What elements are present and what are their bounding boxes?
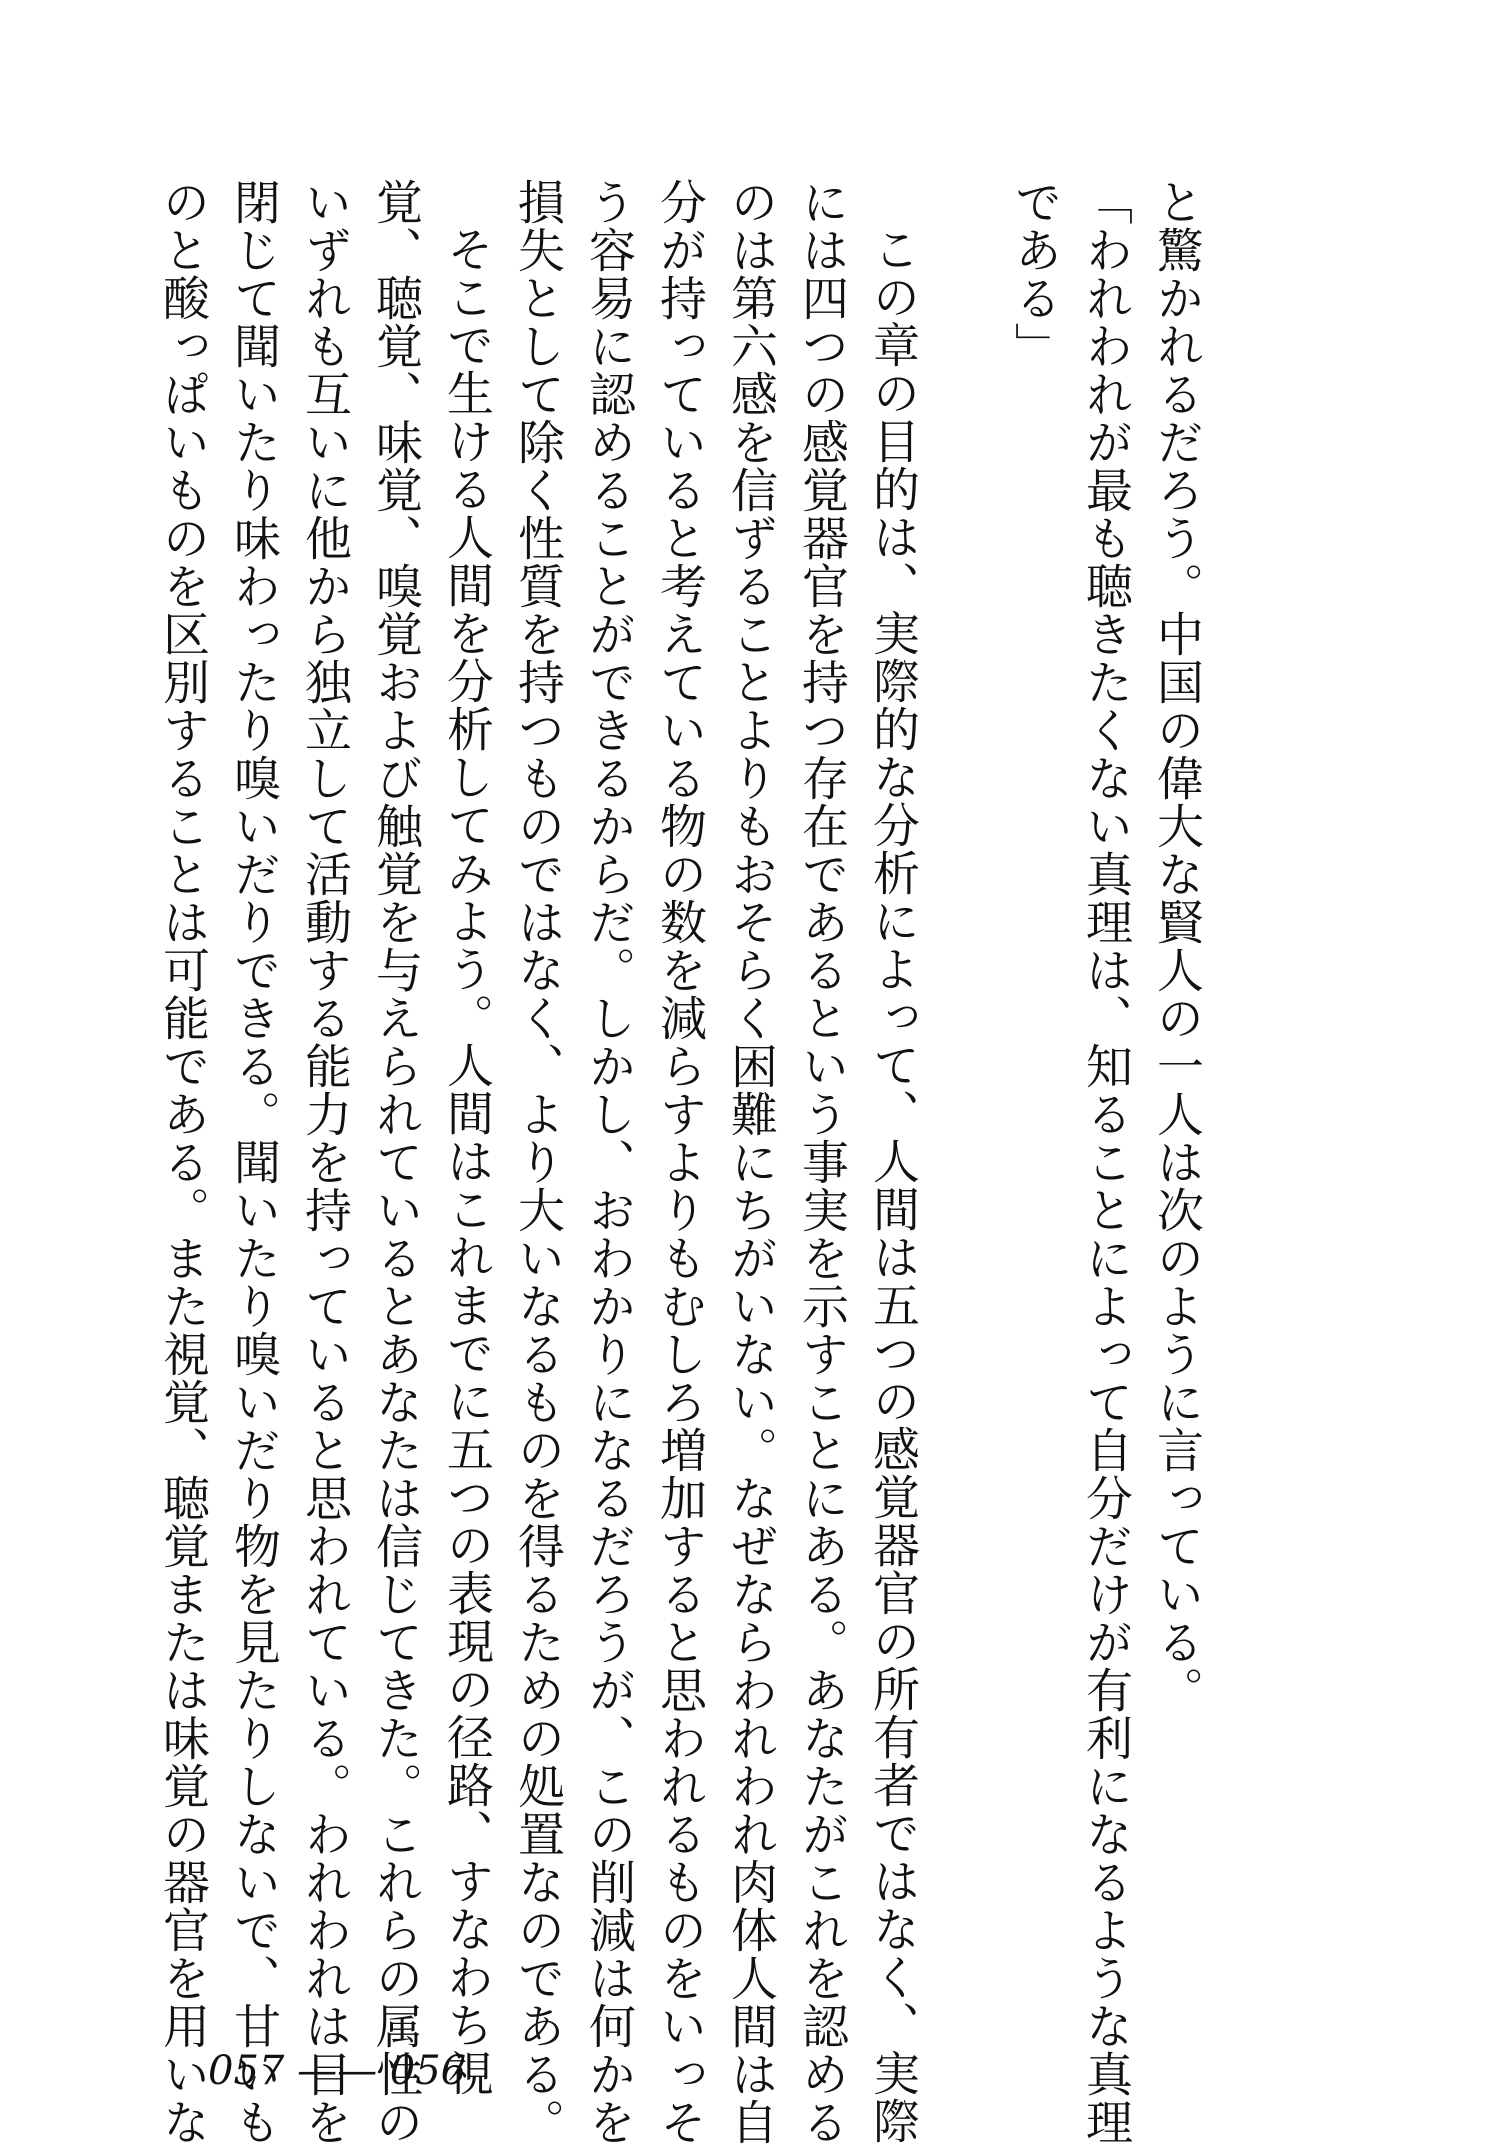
text-line: 損失として除く性質を持つものではなく、より大いなるものを得るための処置なのである。: [510, 178, 565, 2146]
paragraph-gap: [928, 178, 999, 1938]
text-line: この章の目的は、実際的な分析によって、人間は五つの感覚器官の所有者ではなく、実際: [865, 225, 920, 2145]
text-line: う容易に認めることができるからだ。しかし、おわかりになるだろうが、この削減は何かを: [581, 178, 636, 2146]
text-line: 分が持っていると考えている物の数を減らすよりもむしろ増加すると思われるものをいっそ: [652, 178, 707, 2146]
text-line: 閉じて聞いたり味わったり嗅いだりできる。聞いたり嗅いだり物を見たりしないで、甘いも: [226, 178, 281, 2146]
text-line: いずれも互いに他から独立して活動する能力を持っていると思われている。われわれは目を: [297, 178, 352, 2146]
text-line: のと酸っぱいものを区別することは可能である。また視覚、聴覚または味覚の器官を用いな: [155, 178, 210, 2146]
text-line: そこで生ける人間を分析してみよう。人間はこれまでに五つの表現の径路、すなわち視: [439, 225, 494, 2097]
text-line: 「われわれが最も聴きたくない真理は、知ることによって自分だけが有利になるような真理: [1078, 178, 1133, 2146]
text-line: のは第六感を信ずることよりもおそらく困難にちがいない。なぜならわれわれ肉体人間は自: [723, 178, 778, 2146]
text-line: である」: [1007, 178, 1062, 370]
text-line: には四つの感覚器官を持つ存在であるという事実を示すことにある。あなたがこれを認める: [794, 178, 849, 2146]
page-number: 057 —— 056: [208, 2048, 467, 2094]
text-line: と驚かれるだろう。中国の偉大な賢人の一人は次のように言っている。: [1149, 178, 1204, 1714]
text-line: 覚、聴覚、味覚、嗅覚および触覚を与えられているとあなたは信じてきた。これらの属性の: [368, 178, 423, 2146]
